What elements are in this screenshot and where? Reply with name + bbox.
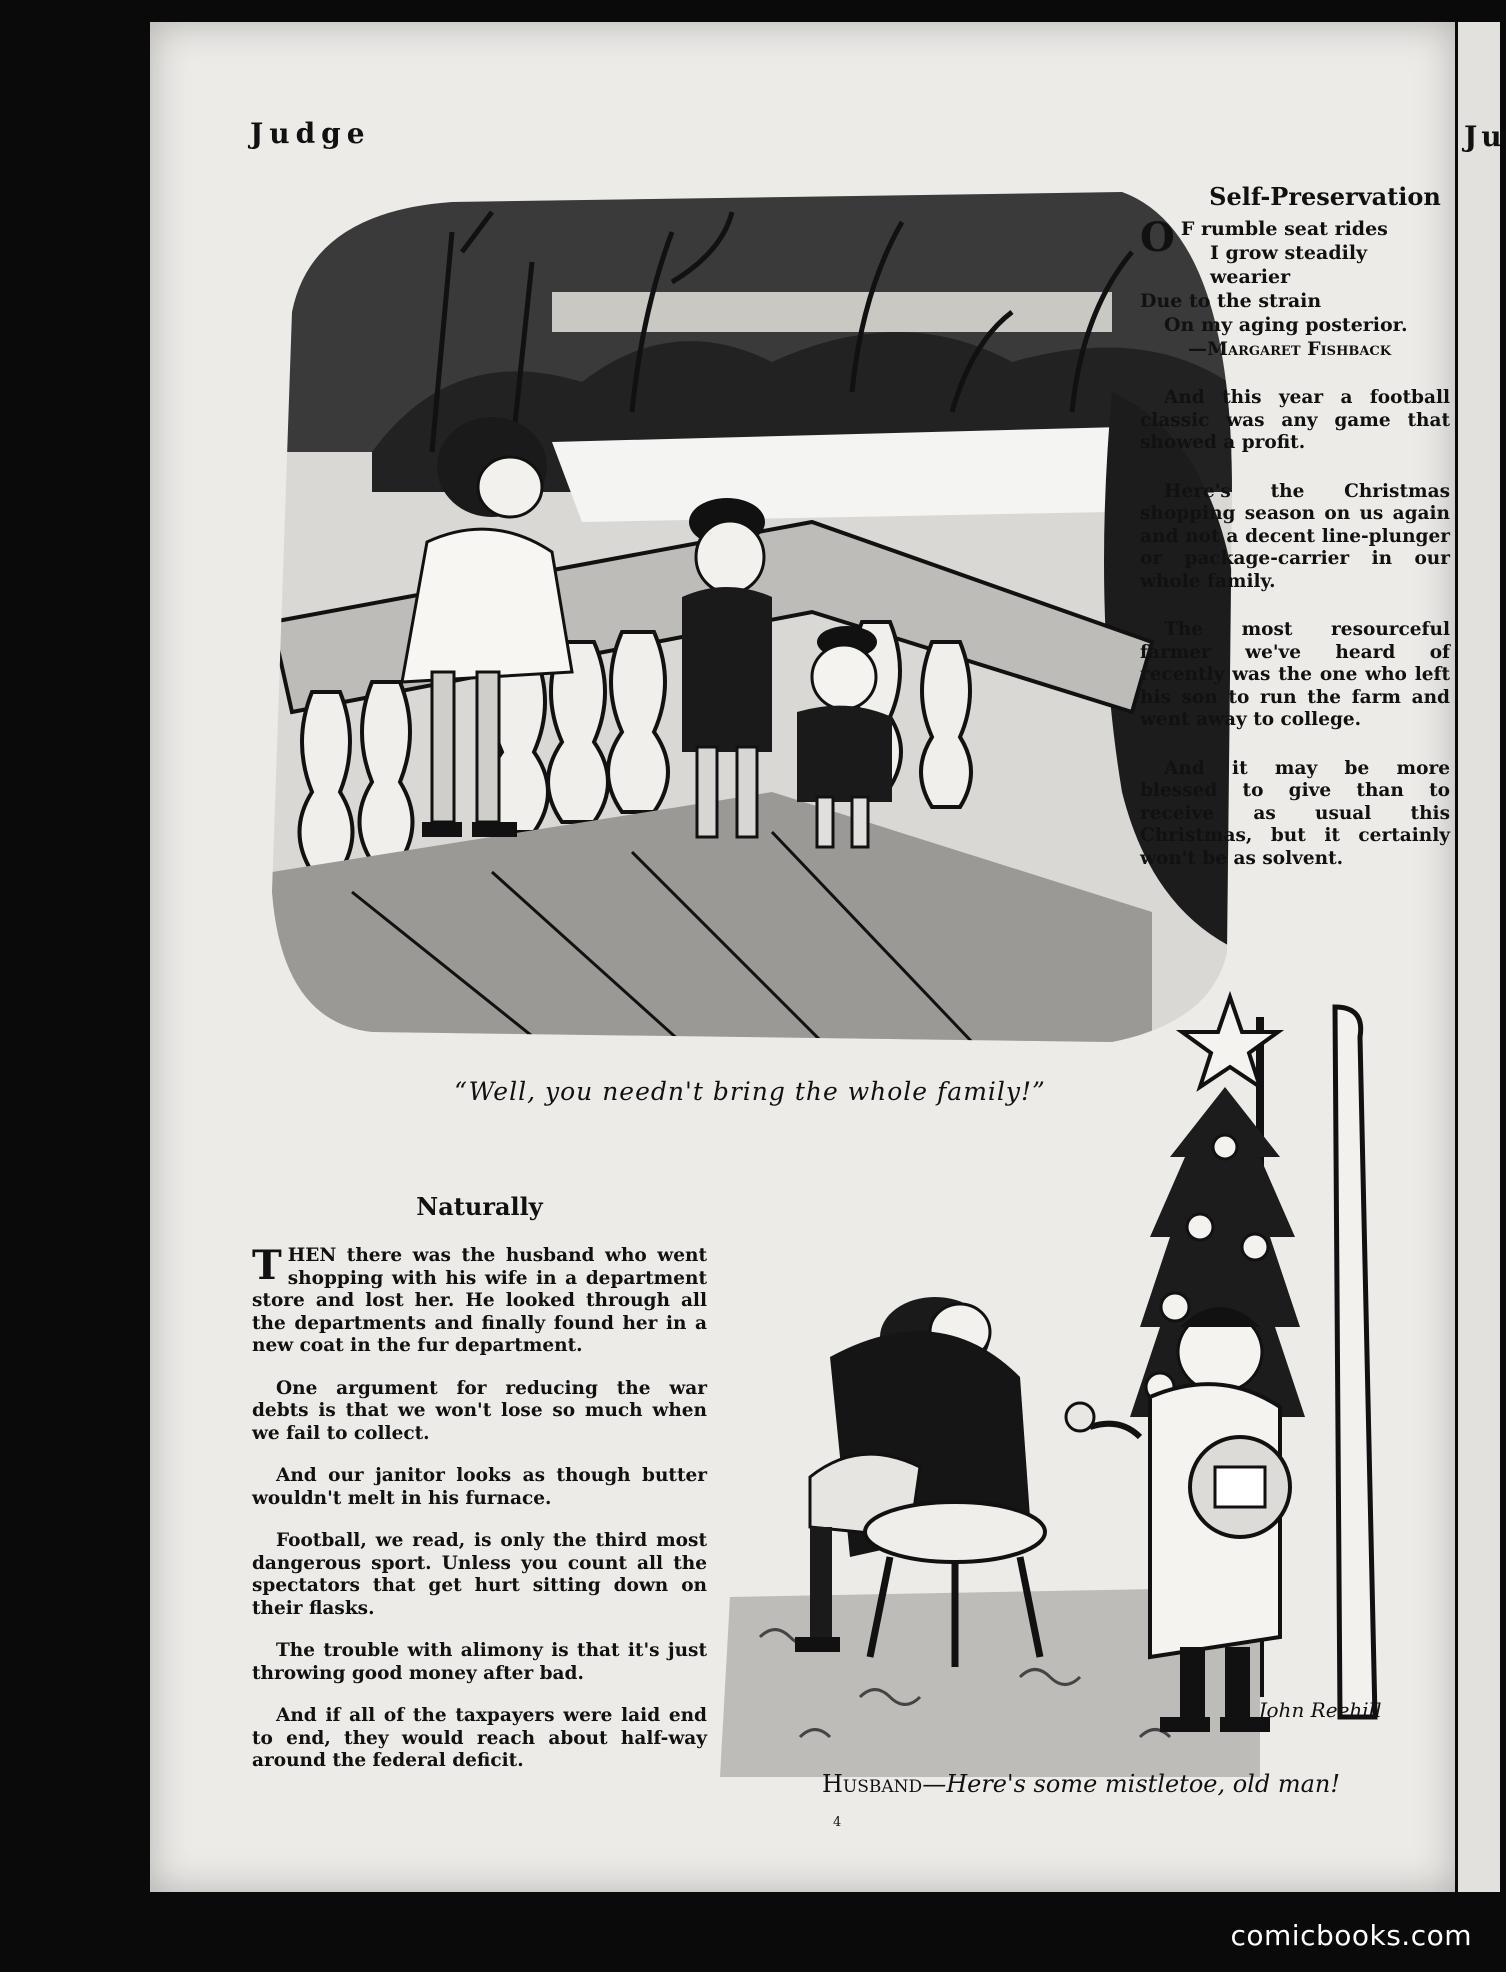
- page-number: 4: [833, 1815, 842, 1830]
- watermark: comicbooks.com: [1230, 1919, 1472, 1952]
- mistletoe-icon: [1066, 1403, 1094, 1431]
- paragraph: One argument for reducing the war debts is that we won't lose so much when we fail to collect.: [252, 1377, 707, 1444]
- paragraph: [252, 1242, 707, 1358]
- poem: [1140, 214, 1450, 361]
- cartoon-children-balustrade: [252, 192, 1252, 1052]
- paragraph: Football, we read, is only the third most dangerous sport. Unless you count all the spectators that get hurt sitting down on their flasks.: [252, 1530, 707, 1619]
- paragraph: The most resourceful farmer we've heard of recently was the one who left his son to run the farm and went away to college.: [1140, 619, 1450, 730]
- poem-line: On my aging posterior.: [1164, 314, 1408, 336]
- paragraph: And our janitor looks as though butter wouldn't melt in his furnace.: [252, 1465, 707, 1509]
- paragraph: The trouble with alimony is that it's just throwing good money after bad.: [252, 1640, 707, 1684]
- masthead: Judge: [250, 117, 371, 150]
- poem-attribution: —Margaret Fishback: [1188, 338, 1392, 360]
- drop-cap: O: [1140, 214, 1175, 261]
- paragraph: And if all of the taxpayers were laid end to end, they would reach about half-way around the federal deficit.: [252, 1705, 707, 1771]
- caption-speaker: Husband: [822, 1770, 923, 1798]
- self-preservation-title: Self-Preservation: [1209, 182, 1441, 211]
- naturally-column: [252, 1192, 707, 1793]
- paragraph-text: HEN there was the husband who went shopping with his wife in a department store and lost her. He looked through all the departments and finally found her in a new coat in the fur department.: [252, 1245, 707, 1356]
- drop-cap: T: [252, 1242, 282, 1289]
- poem-line: I grow steadily wearier: [1210, 242, 1368, 288]
- paragraph: And this year a football classic was any game that showed a profit.: [1140, 387, 1450, 453]
- adjacent-page-edge: [1458, 22, 1506, 1892]
- paragraph: And it may be more blessed to give than to receive as usual this Christmas, but it certainly won't be as solvent.: [1140, 757, 1450, 869]
- magazine-page: [150, 22, 1455, 1892]
- paragraph: Here's the Christmas shopping season on us again and not a decent line-plunger or package-carrier in our whole family.: [1140, 480, 1450, 592]
- caption-line: —Here's some mistletoe, old man!: [922, 1770, 1341, 1798]
- poem-line: F rumble seat rides: [1180, 218, 1388, 240]
- poem-line: Due to the strain: [1140, 290, 1322, 312]
- self-preservation-column: [1140, 182, 1450, 896]
- adjacent-masthead: Ju: [1464, 120, 1506, 153]
- artist-signature: John Reehill: [1258, 1698, 1382, 1722]
- cartoon-mistletoe: [720, 997, 1420, 1777]
- naturally-title: Naturally: [416, 1192, 543, 1221]
- cartoon-caption-bottom: [822, 1770, 1382, 1798]
- cartoon-caption-top: “Well, you needn't bring the whole family!”: [454, 1077, 1046, 1106]
